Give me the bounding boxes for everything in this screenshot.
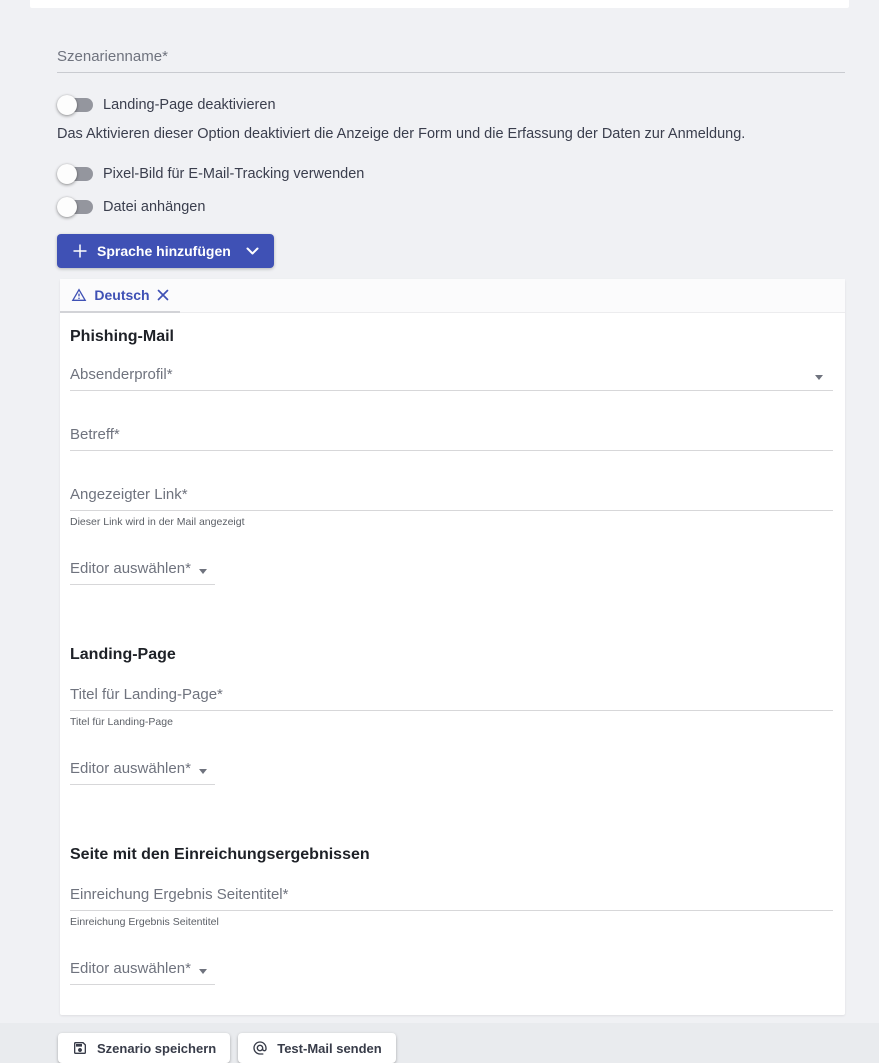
attach-file-label: Datei anhängen <box>103 199 206 215</box>
dropdown-arrow-icon <box>815 375 823 380</box>
submission-title-hint: Einreichung Ergebnis Seitentitel <box>70 916 219 928</box>
displayed-link-label: Angezeigter Link* <box>70 486 188 503</box>
scenario-name-label: Szenarienname* <box>57 48 168 65</box>
editor-select-landing[interactable] <box>70 760 215 785</box>
scenario-name-field[interactable] <box>57 48 845 73</box>
subject-label: Betreff* <box>70 426 120 443</box>
plus-icon <box>72 243 88 259</box>
phishing-mail-title: Phishing-Mail <box>70 328 174 345</box>
toggle-row-landing-page-disable <box>57 95 845 115</box>
submission-results-title: Seite mit den Einreichungsergebnissen <box>70 846 370 863</box>
landing-page-disable-note: Das Aktivieren dieser Option deaktiviert die Anzeige der Form und die Erfassung der Daten zur Anmeldung. <box>57 126 746 142</box>
editor-select-phishing[interactable] <box>70 560 215 585</box>
save-scenario-button[interactable] <box>58 1033 230 1063</box>
save-icon <box>72 1040 88 1056</box>
displayed-link-field[interactable] <box>70 486 833 511</box>
dropdown-arrow-icon <box>199 769 207 774</box>
chevron-down-icon <box>246 247 259 255</box>
toggle-thumb <box>57 95 77 115</box>
submission-title-field[interactable] <box>70 886 833 911</box>
landing-page-title-field[interactable] <box>70 686 833 711</box>
language-card <box>60 279 845 1015</box>
displayed-link-hint: Dieser Link wird in der Mail angezeigt <box>70 516 245 528</box>
add-language-button[interactable] <box>57 234 274 268</box>
editor-select-submission[interactable] <box>70 960 215 985</box>
attach-file-toggle[interactable] <box>57 197 94 217</box>
submission-title-label: Einreichung Ergebnis Seitentitel* <box>70 886 289 903</box>
language-card-body <box>60 313 845 1015</box>
language-tab-bar <box>60 279 845 313</box>
editor-select-label: Editor auswählen* <box>70 760 191 777</box>
pixel-tracking-toggle[interactable] <box>57 164 94 184</box>
editor-select-label: Editor auswählen* <box>70 560 191 577</box>
toggle-row-pixel-tracking <box>57 164 845 184</box>
at-email-icon <box>252 1040 268 1056</box>
warning-icon <box>71 287 87 303</box>
tab-deutsch[interactable] <box>60 279 180 313</box>
sender-profile-select[interactable] <box>70 366 833 391</box>
sender-profile-label: Absenderprofil* <box>70 366 173 383</box>
close-icon[interactable] <box>157 289 169 301</box>
landing-page-title-hint: Titel für Landing-Page <box>70 716 173 728</box>
save-scenario-label: Szenario speichern <box>97 1040 217 1056</box>
dropdown-arrow-icon <box>199 569 207 574</box>
landing-page-disable-toggle[interactable] <box>57 95 94 115</box>
toggle-row-attach-file <box>57 197 845 217</box>
subject-field[interactable] <box>70 426 833 451</box>
landing-page-disable-label: Landing-Page deaktivieren <box>103 97 276 113</box>
landing-page-title: Landing-Page <box>70 646 176 663</box>
add-language-label: Sprache hinzufügen <box>97 243 231 259</box>
landing-page-title-group <box>70 686 833 729</box>
pixel-tracking-label: Pixel-Bild für E-Mail-Tracking verwenden <box>103 166 365 182</box>
displayed-link-group <box>70 486 833 529</box>
toggle-thumb <box>57 197 77 217</box>
send-test-mail-label: Test-Mail senden <box>277 1040 382 1056</box>
form-content <box>57 0 845 1063</box>
toggle-thumb <box>57 164 77 184</box>
tab-deutsch-label: Deutsch <box>94 287 150 303</box>
send-test-mail-button[interactable] <box>238 1033 396 1063</box>
editor-select-label: Editor auswählen* <box>70 960 191 977</box>
dropdown-arrow-icon <box>199 969 207 974</box>
submission-title-group <box>70 886 833 929</box>
landing-page-title-label: Titel für Landing-Page* <box>70 686 223 703</box>
form-actions <box>58 1033 845 1063</box>
